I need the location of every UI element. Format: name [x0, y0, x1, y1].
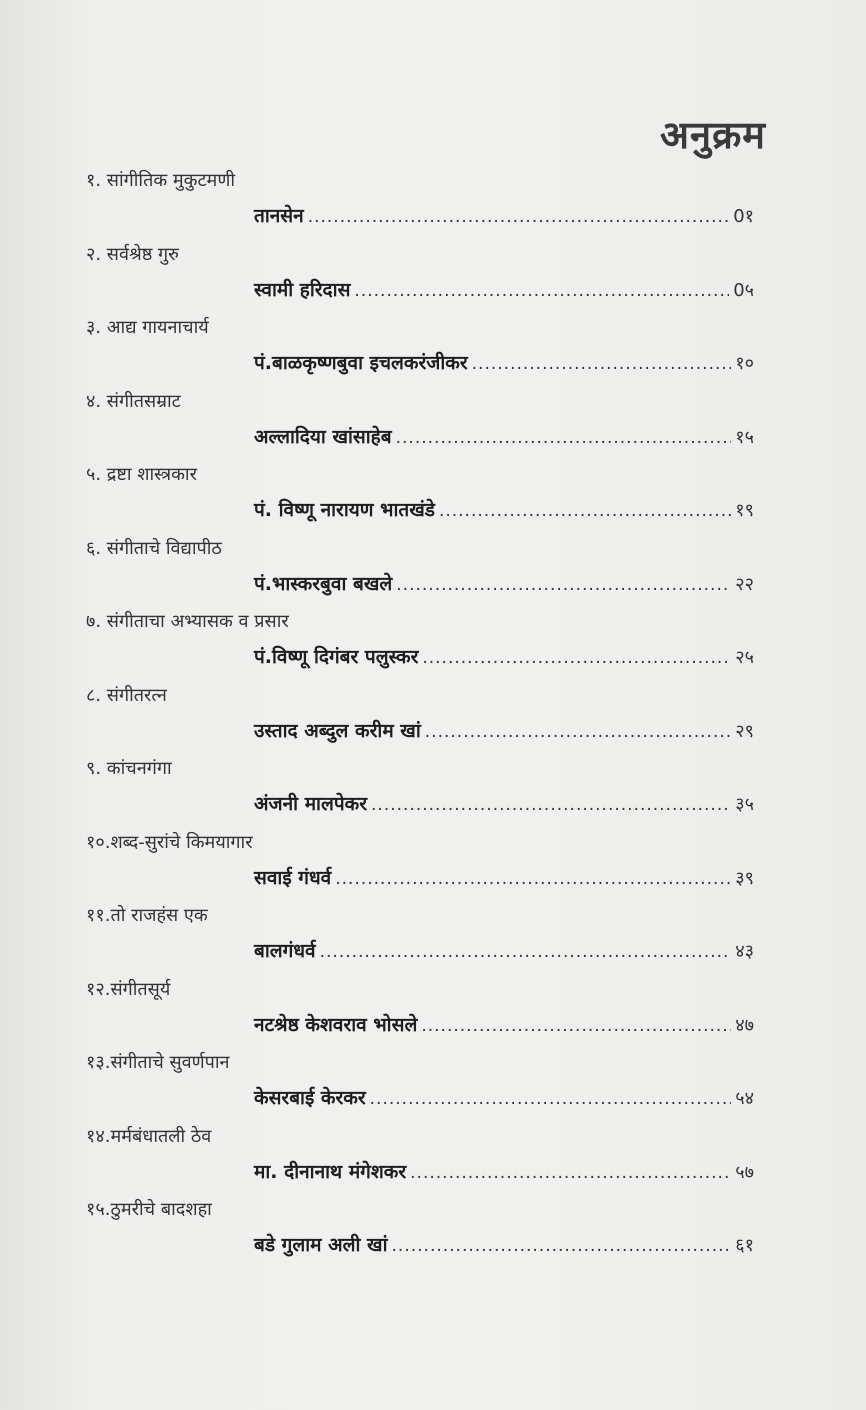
person-name: बडे गुलाम अली खां — [254, 1234, 388, 1256]
page-number: ४७ — [735, 1014, 754, 1036]
dot-leader — [425, 722, 731, 742]
dot-leader — [354, 281, 729, 301]
person-name: नटश्रेष्ठ केशवराव भोसले — [254, 1013, 418, 1036]
toc-line — [254, 496, 754, 522]
page-number: १० — [735, 353, 754, 374]
chapter-title: २. सर्वश्रेष्ठ गुरु — [86, 243, 179, 265]
person-name: पं. विष्णू नारायण भातखंडे — [254, 499, 435, 521]
person-name: बालगंधर्व — [254, 940, 316, 962]
page-number: १५ — [735, 426, 754, 448]
dot-leader — [410, 1163, 731, 1183]
person-name: अल्लादिया खांसाहेब — [254, 425, 392, 448]
toc-entry-14 — [86, 1124, 766, 1198]
chapter-title: ५. द्रष्टा शास्त्रकार — [86, 464, 197, 485]
dot-leader — [421, 1016, 731, 1036]
dot-leader — [308, 207, 730, 227]
toc-entry-10 — [86, 830, 766, 904]
person-name: अंजनी मालपेकर — [254, 793, 368, 815]
toc-line — [254, 1158, 754, 1184]
toc-line — [254, 937, 754, 963]
dot-leader — [472, 354, 732, 374]
toc-line — [254, 864, 754, 890]
page-number: ६१ — [735, 1235, 754, 1256]
toc-entry-7 — [86, 609, 766, 683]
page-number: 0५ — [733, 279, 754, 301]
page-title: अनुक्रम — [659, 113, 766, 157]
toc-line — [254, 570, 754, 596]
dot-leader — [320, 942, 732, 962]
chapter-title: ४. संगीतसम्राट — [86, 390, 181, 412]
toc-line — [254, 423, 754, 449]
page-number: १९ — [735, 500, 754, 521]
page-number: २९ — [735, 720, 754, 742]
person-name: मा. दीनानाथ मंगेशकर — [254, 1160, 407, 1183]
chapter-title: १०.शब्द-सुरांचे किमयागार — [86, 831, 253, 853]
chapter-title: ११.तो राजहंस एक — [86, 905, 208, 926]
page-number: ३९ — [735, 867, 754, 889]
toc-entry-12 — [86, 977, 766, 1051]
dot-leader — [335, 869, 731, 889]
toc-line — [254, 717, 754, 743]
chapter-title: १५.ठुमरीचे बादशहा — [86, 1199, 212, 1220]
chapter-title: १३.संगीताचे सुवर्णपान — [86, 1052, 230, 1073]
person-name: केसरबाई केरकर — [254, 1087, 366, 1109]
dot-leader — [396, 575, 731, 595]
toc-line — [254, 276, 754, 302]
chapter-title: १२.संगीतसूर्य — [86, 978, 171, 1000]
chapter-title: १४.मर्मबंधातली ठेव — [86, 1125, 212, 1147]
person-name: पं.विष्णू दिगंबर पलुस्कर — [254, 646, 419, 668]
page-number: ५४ — [735, 1088, 754, 1109]
dot-leader — [396, 428, 732, 448]
toc-entry-13 — [86, 1050, 766, 1124]
chapter-title: ७. संगीताचा अभ्यासक व प्रसार — [86, 611, 289, 632]
toc-entry-2 — [86, 242, 766, 316]
dot-leader — [371, 795, 731, 815]
toc-entry-8 — [86, 683, 766, 757]
person-name: पं.भास्करबुवा बखले — [254, 572, 393, 595]
toc-line — [254, 1011, 754, 1037]
toc-entry-5 — [86, 462, 766, 536]
toc-entry-11 — [86, 903, 766, 977]
toc-line — [254, 643, 754, 669]
toc-entry-3 — [86, 315, 766, 389]
chapter-title: ३. आद्य गायनाचार्य — [86, 317, 209, 338]
person-name: तानसेन — [254, 205, 304, 227]
toc-line — [254, 1084, 754, 1110]
person-name: उस्ताद अब्दुल करीम खां — [254, 719, 421, 742]
page-number: २२ — [735, 573, 754, 595]
dot-leader — [392, 1236, 732, 1256]
toc-line — [254, 202, 754, 228]
person-name: सवाई गंधर्व — [254, 866, 332, 889]
toc-entry-4 — [86, 389, 766, 463]
page-number: २५ — [735, 647, 754, 668]
toc-line — [254, 349, 754, 375]
toc-entry-1 — [86, 168, 766, 242]
dot-leader — [422, 648, 731, 668]
dot-leader — [370, 1089, 732, 1109]
page-number: 0१ — [733, 206, 754, 227]
page-number: ५७ — [735, 1161, 754, 1183]
chapter-title: ८. संगीतरत्न — [86, 684, 167, 706]
toc-entry-6 — [86, 536, 766, 610]
toc-line — [254, 790, 754, 816]
chapter-title: ६. संगीताचे विद्यापीठ — [86, 537, 222, 559]
toc-line — [254, 1231, 754, 1257]
person-name: पं.बाळकृष्णबुवा इचलकरंजीकर — [254, 352, 468, 374]
page-number: ४३ — [735, 941, 754, 962]
toc-entry-9 — [86, 756, 766, 830]
toc-entry-15 — [86, 1197, 766, 1271]
page-number: ३५ — [735, 794, 754, 815]
chapter-title: ९. कांचनगंगा — [86, 758, 172, 779]
person-name: स्वामी हरिदास — [254, 278, 351, 301]
dot-leader — [439, 501, 731, 521]
table-of-contents — [86, 168, 766, 1271]
chapter-title: १. सांगीतिक मुकुटमणी — [86, 170, 235, 191]
